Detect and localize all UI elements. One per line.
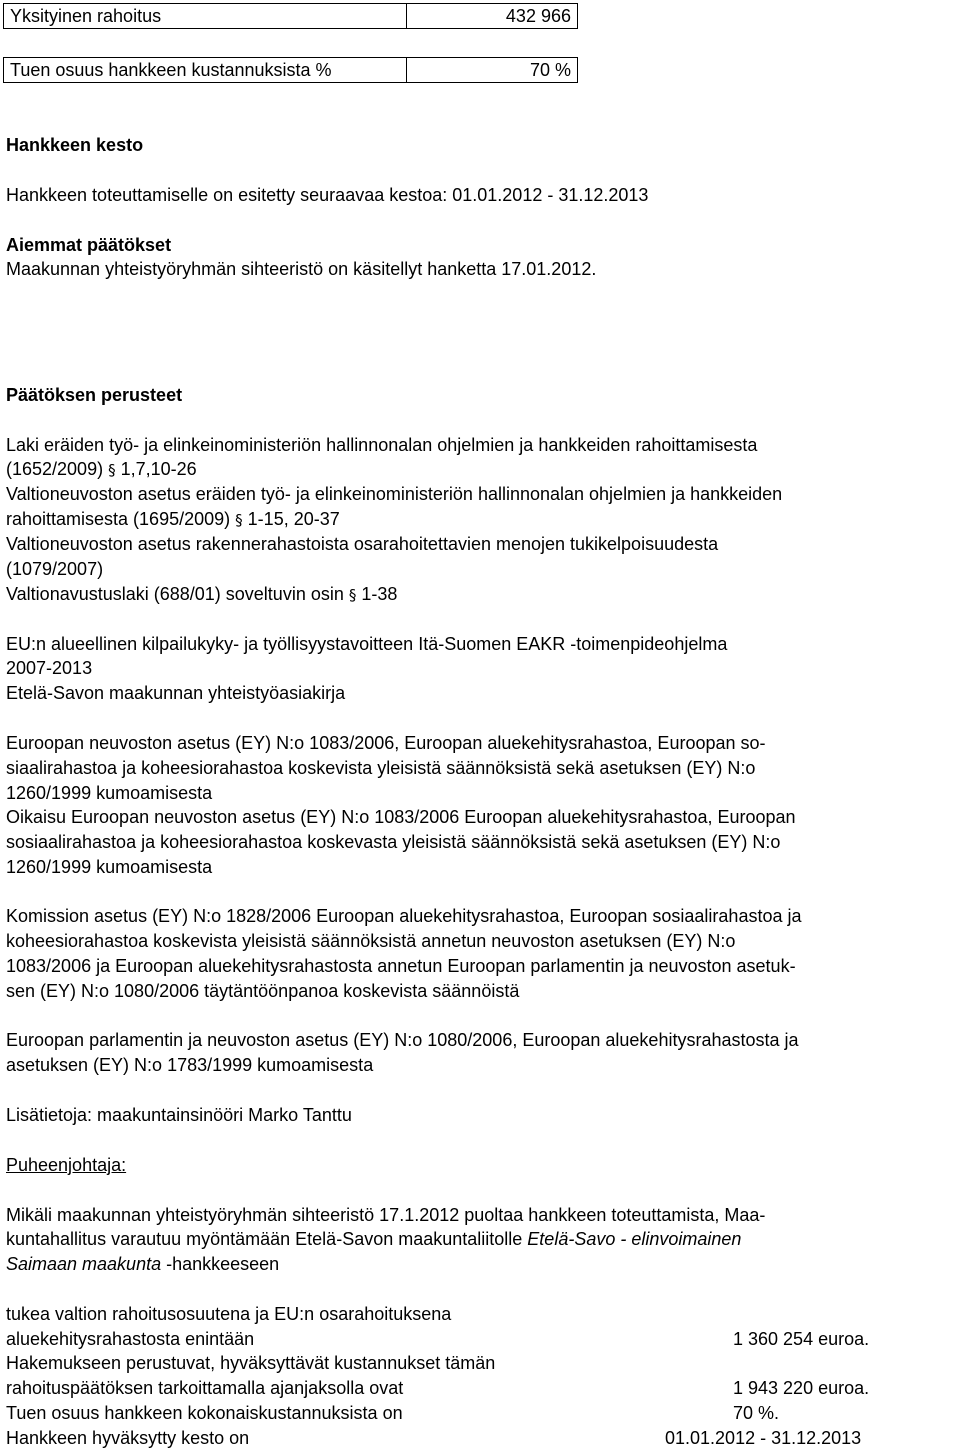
basis-line: Valtioneuvoston asetus eräiden työ- ja elinkeinoministeriön hallinnonalan ohjelmien ja hankkeiden [6,484,783,504]
contact-info: Lisätietoja: maakuntainsinööri Marko Tanttu [6,1105,352,1125]
proposal-text: kuntahallitus varautuu myöntämään Etelä-Savon maakuntaliitolle [6,1229,528,1249]
basis-text: (1652/2009) [6,459,104,479]
basis-line: Komission asetus (EY) N:o 1828/2006 Euroopan aluekehitysrahastoa, Euroopan sosiaalirahastoa ja [6,906,802,926]
summary-line: Hankkeen hyväksytty kesto on [6,1428,250,1448]
basis-line: Laki eräiden työ- ja elinkeinoministeriön hallinnonalan ohjelmien ja hankkeiden rahoittamisesta [6,435,758,455]
summary-amount: 1 360 254 euroa. [733,1329,870,1349]
basis-line: 1083/2006 ja Euroopan aluekehitysrahastosta annetun Euroopan parlamentin ja neuvoston asetuk- [6,956,796,976]
support-share-table [3,57,578,83]
kesto-heading: Hankkeen kesto [6,135,144,155]
table-row [4,4,578,29]
summary-line: Tuen osuus hankkeen kokonaiskustannuksista on [6,1403,403,1423]
basis-text: 1-15, 20-37 [247,509,340,529]
summary-line: Hakemukseen perustuvat, hyväksyttävät kustannukset tämän [6,1353,496,1373]
table-cell-value: 70 % [407,58,578,83]
aiemmat-text: Maakunnan yhteistyöryhmän sihteeristö on käsitellyt hanketta 17.01.2012. [6,259,597,279]
project-name: Etelä-Savo - elinvoimainen [527,1229,742,1249]
section-sign: § [108,461,116,479]
table-cell-label: Tuen osuus hankkeen kustannuksista % [4,58,407,83]
basis-line: Euroopan neuvoston asetus (EY) N:o 1083/2006, Euroopan aluekehitysrahastoa, Euroopan so- [6,733,766,753]
basis-text: Valtionavustuslaki (688/01) soveltuvin osin [6,584,344,604]
basis-line: Oikaisu Euroopan neuvoston asetus (EY) N:o 1083/2006 Euroopan aluekehitysrahastoa, Euroopan [6,807,796,827]
section-sign: § [235,511,243,529]
basis-text: rahoittamisesta (1695/2009) [6,509,231,529]
basis-line: siaalirahastoa ja koheesiorahastoa koskevista yleisistä säännöksistä sekä asetuksen (EY) N:o [6,758,756,778]
table-row [4,58,578,83]
table-cell-value: 432 966 [407,4,578,29]
project-name: Saimaan maakunta [6,1254,162,1274]
basis-line: sosiaalirahastoa ja koheesiorahastoa koskevasta yleisistä säännöksistä sekä asetuksen (EY) N:o [6,832,781,852]
summary-line: rahoituspäätöksen tarkoittamalla ajanjaksolla ovat [6,1378,404,1398]
proposal-line [6,1227,741,1251]
perusteet-heading: Päätöksen perusteet [6,385,183,405]
aiemmat-heading: Aiemmat päätökset [6,235,172,255]
basis-line: 1260/1999 kumoamisesta [6,783,213,803]
summary-amount: 70 %. [733,1403,780,1423]
basis-line: Valtioneuvoston asetus rakennerahastoista osarahoitettavien menojen tukikelpoisuudesta [6,534,719,554]
chair-heading: Puheenjohtaja: [6,1155,127,1175]
funding-table [3,3,578,29]
table-cell-label: Yksityinen rahoitus [4,4,407,29]
section-sign: § [348,586,357,604]
proposal-text: -hankkeeseen [161,1254,280,1274]
basis-line [6,582,397,607]
kesto-text: Hankkeen toteuttamiselle on esitetty seuraavaa kestoa: 01.01.2012 - 31.12.2013 [6,185,649,205]
basis-line: Etelä-Savon maakunnan yhteistyöasiakirja [6,683,346,703]
summary-amount: 01.01.2012 - 31.12.2013 [665,1428,862,1448]
basis-line: (1079/2007) [6,559,104,579]
basis-line: 1260/1999 kumoamisesta [6,857,213,877]
basis-line: sen (EY) N:o 1080/2006 täytäntöönpanoa koskevista säännöistä [6,981,520,1001]
proposal-line [6,1252,279,1276]
basis-line: 2007-2013 [6,658,93,678]
summary-line: aluekehitysrahastosta enintään [6,1329,255,1349]
summary-line: tukea valtion rahoitusosuutena ja EU:n osarahoituksena [6,1304,452,1324]
summary-amount: 1 943 220 euroa. [733,1378,870,1398]
basis-line: koheesiorahastoa koskevista yleisistä säännöksistä annetun neuvoston asetuksen (EY) N:o [6,931,736,951]
basis-text: 1-38 [361,584,398,604]
basis-line: EU:n alueellinen kilpailukyky- ja työllisyystavoitteen Itä-Suomen EAKR -toimenpideohjelma [6,634,728,654]
basis-line: Euroopan parlamentin ja neuvoston asetus (EY) N:o 1080/2006, Euroopan aluekehitysrahastosta ja [6,1030,799,1050]
proposal-line: Mikäli maakunnan yhteistyöryhmän sihteeristö 17.1.2012 puoltaa hankkeen toteuttamista, Maa- [6,1205,766,1225]
basis-line: asetuksen (EY) N:o 1783/1999 kumoamisesta [6,1055,374,1075]
basis-text: 1,7,10-26 [120,459,197,479]
basis-line [6,457,197,482]
basis-line [6,507,340,532]
